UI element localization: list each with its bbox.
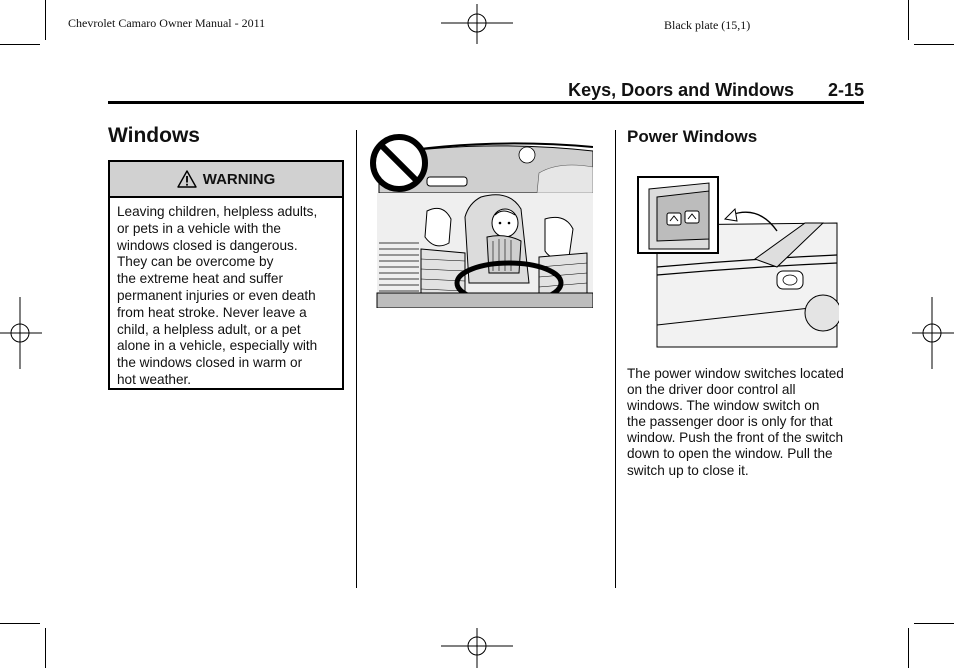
crop-mark [908,628,909,668]
crop-mark [0,44,40,45]
warning-line: hot weather. [117,371,192,387]
body-line: down to open the window. Pull the [627,446,833,462]
power-windows-text [627,366,867,479]
warning-line: child, a helpless adult, or a pet [117,321,301,337]
header-rule [108,101,864,104]
crop-mark [45,0,46,40]
column-divider [356,130,357,588]
running-head [110,80,864,102]
warning-label: WARNING [202,170,276,188]
body-line: the passenger door is only for that [627,414,833,430]
section-heading: Power Windows [627,127,758,146]
crop-mark [908,0,909,40]
warning-line: or pets in a vehicle with the [117,220,281,236]
body-line: windows. The window switch on [627,398,820,414]
crop-mark [914,623,954,624]
warning-box [108,160,344,390]
registration-target-icon [441,628,513,668]
child-in-car-illustration [369,133,593,308]
crop-mark [45,628,46,668]
registration-target-icon [912,297,954,369]
warning-line: from heat stroke. Never leave a [117,304,307,320]
crop-mark [0,623,40,624]
registration-target-icon [441,4,513,44]
section-title: Keys, Doors and Windows [568,80,794,100]
crop-mark [914,44,954,45]
warning-text [110,198,342,389]
warning-line: windows closed is dangerous. [117,237,298,253]
warning-line: the extreme heat and suffer [117,271,283,287]
page-title: Windows [108,124,200,147]
body-line: switch up to close it. [627,462,749,478]
document-header-left: Chevrolet Camaro Owner Manual - 2011 [68,16,266,30]
warning-line: alone in a vehicle, especially with [117,338,318,354]
warning-header [110,162,342,198]
body-line: The power window switches located [627,366,844,381]
page-number: 2-15 [827,80,864,100]
power-window-switch-illustration [627,175,839,350]
warning-line: the windows closed in warm or [117,355,303,371]
body-line: on the driver door control all [627,382,796,398]
warning-line: They can be overcome by [117,254,274,270]
registration-target-icon [0,297,42,369]
body-line: window. Push the front of the switch [627,430,844,446]
column-divider [615,130,616,588]
warning-line: permanent injuries or even death [117,287,316,303]
warning-line: Leaving children, helpless adults, [117,204,318,219]
document-header-right: Black plate (15,1) [664,18,751,32]
exclamation-triangle-icon [177,170,197,188]
